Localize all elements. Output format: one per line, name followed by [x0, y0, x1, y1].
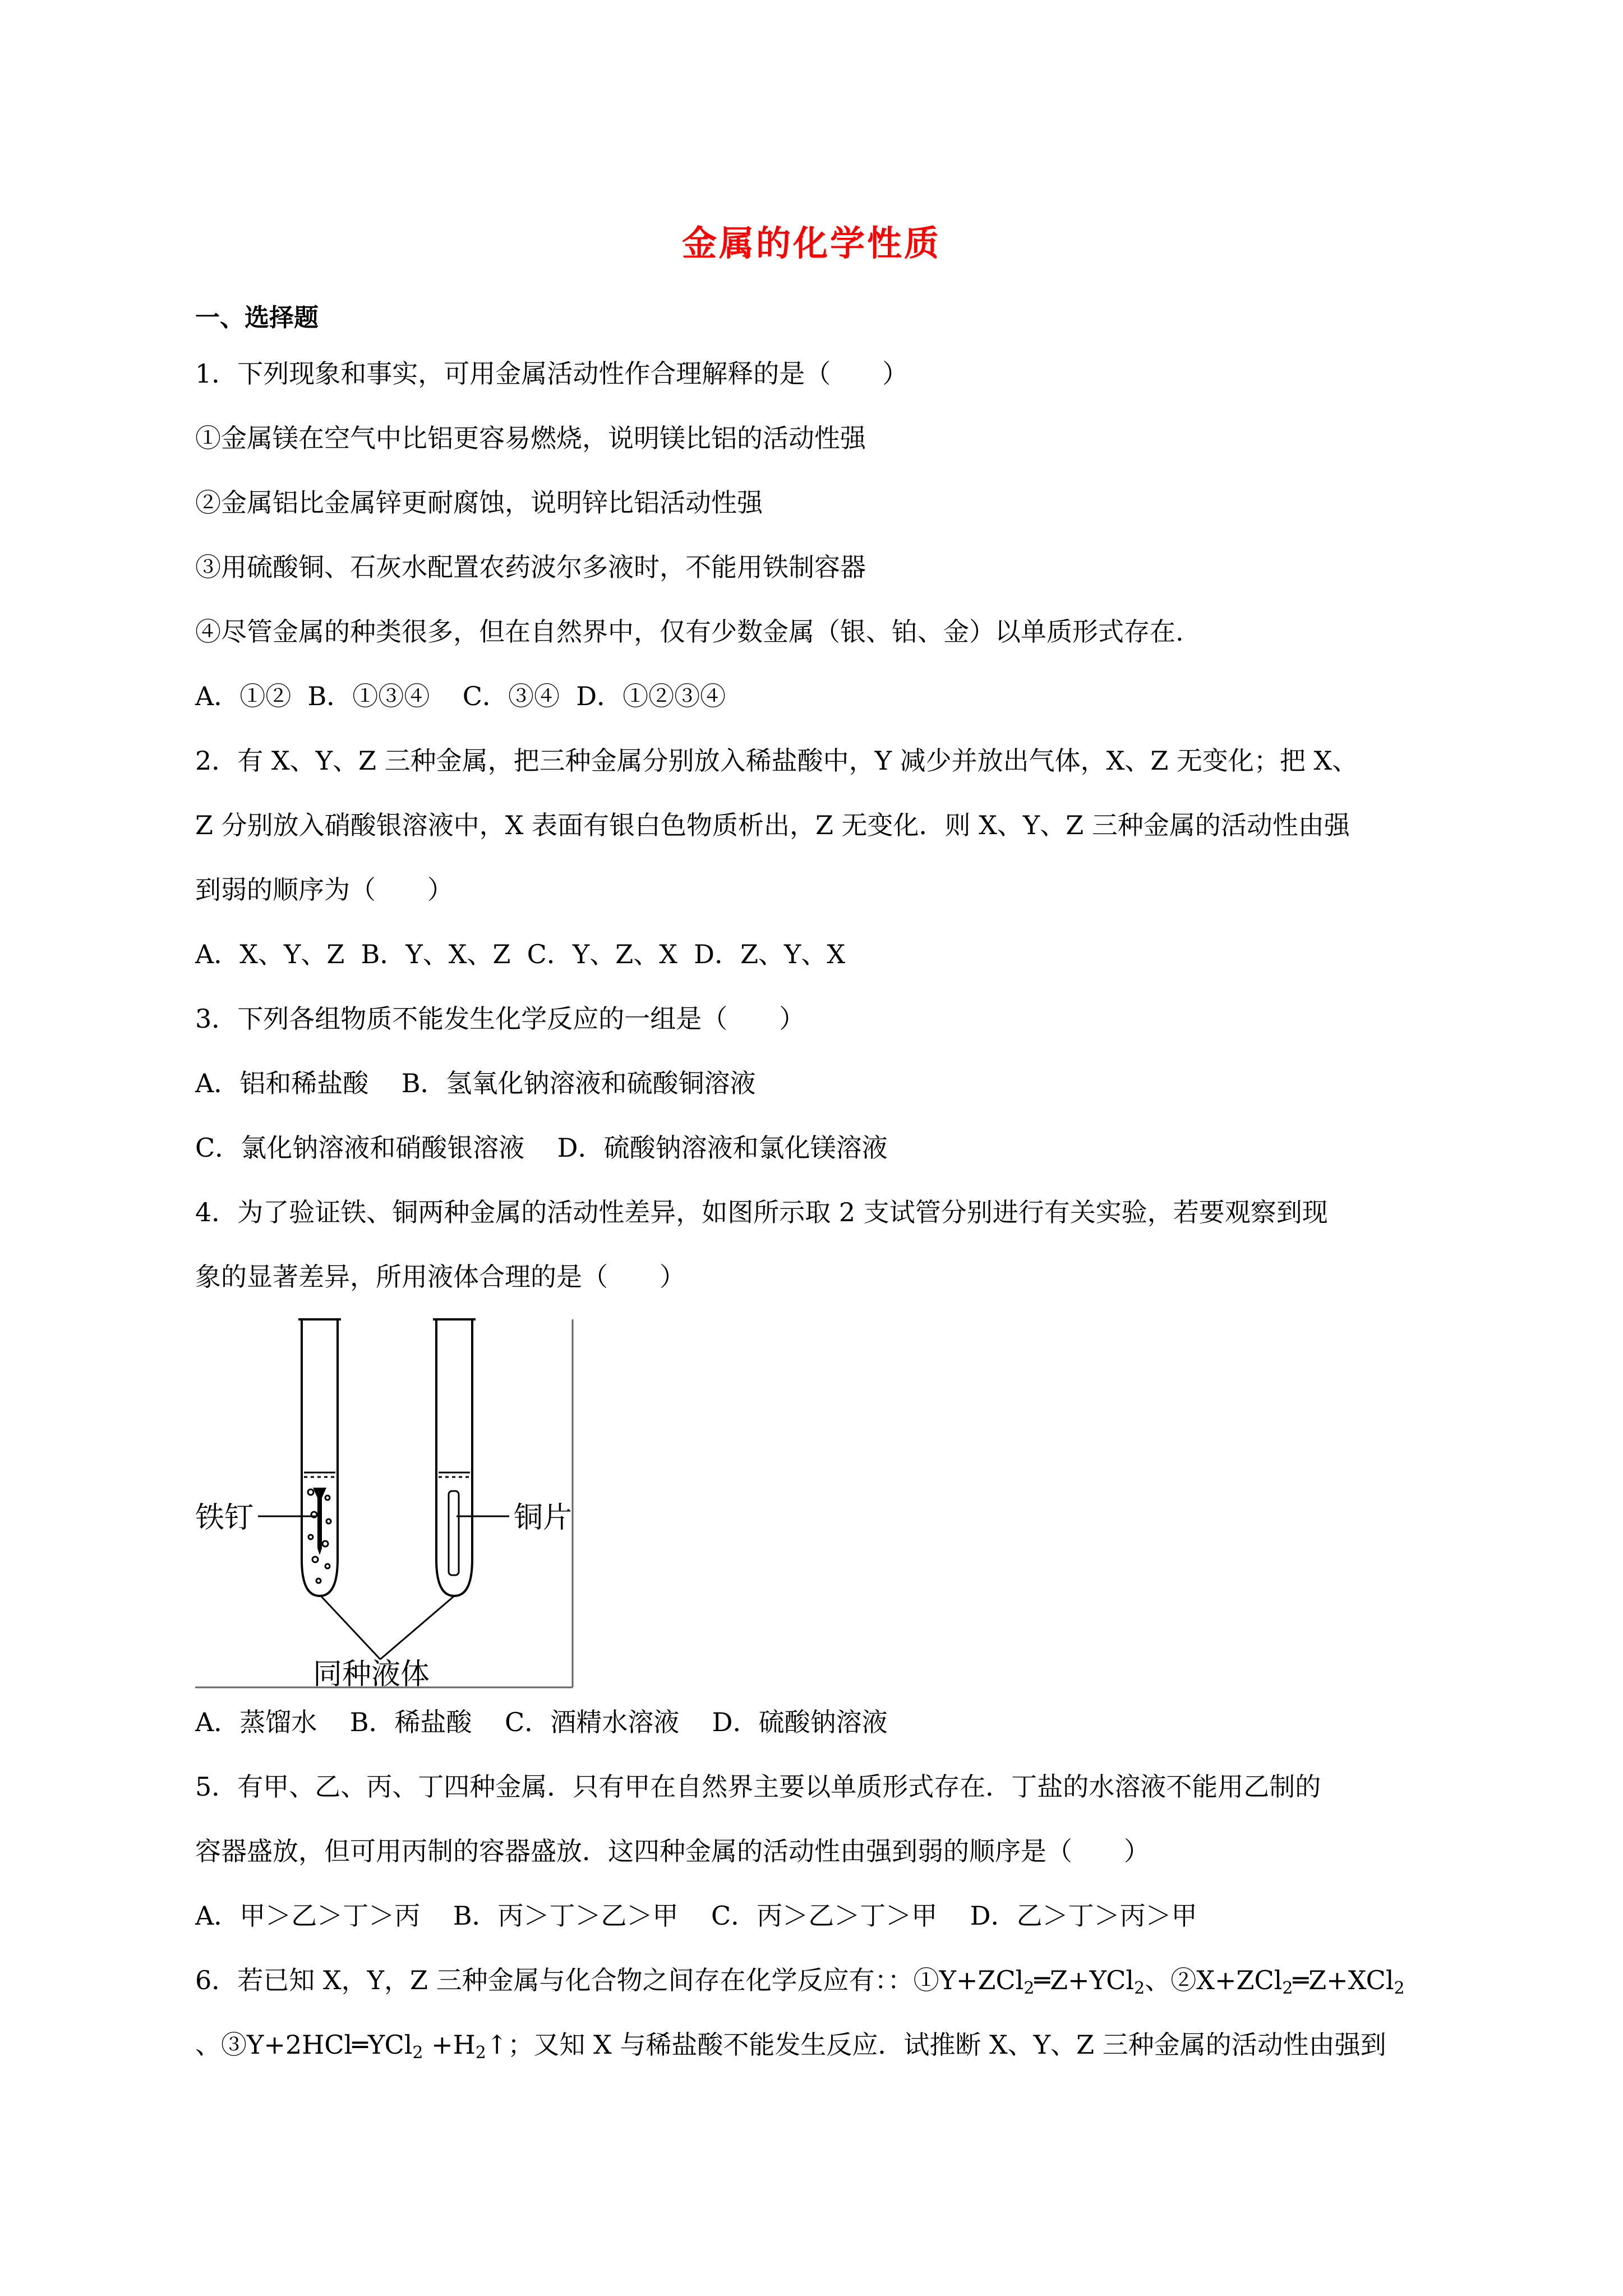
q6-line-1 — [195, 1963, 1405, 2005]
q2-line-3: 到弱的顺序为（ ） — [195, 875, 453, 905]
q3-options-ab: A．铝和稀盐酸 B．氢氧化钠溶液和硫酸铜溶液 — [195, 1068, 756, 1098]
q6-text-c: 、②X+ZCl — [1145, 1965, 1283, 1995]
page-title: 金属的化学性质 — [681, 223, 941, 264]
left-test-tube — [298, 1319, 341, 1596]
label-iron-nail: 铁钉 — [195, 1501, 254, 1535]
q6-sub: 2 — [1134, 1978, 1145, 1998]
q3-options-cd: C．氯化钠溶液和硝酸银溶液 D．硫酸钠溶液和氯化镁溶液 — [195, 1133, 888, 1163]
q2-options: A．X、Y、Z B．Y、X、Z C．Y、Z、X D．Z、Y、X — [195, 939, 846, 969]
q5-line-2: 容器盛放，但可用丙制的容器盛放．这四种金属的活动性由强到弱的顺序是（ ） — [195, 1836, 1150, 1866]
test-tube-figure — [195, 1313, 577, 1700]
q6-text-e: 、③Y+2HCl═YCl — [195, 2030, 413, 2060]
q6-text-a: 6．若已知 X，Y，Z 三种金属与化合物之间存在化学反应有：：①Y+ZCl — [195, 1965, 1024, 1995]
q6-text-b: ═Z+YCl — [1034, 1965, 1135, 1995]
q6-sub: 2 — [412, 2043, 423, 2063]
section-heading: 一、选择题 — [195, 303, 319, 332]
iron-nail — [313, 1488, 326, 1555]
q6-sub: 2 — [1023, 1978, 1035, 1998]
q4-options: A．蒸馏水 B．稀盐酸 C．酒精水溶液 D．硫酸钠溶液 — [195, 1707, 888, 1737]
q6-text-g: ↑；又知 X 与稀盐酸不能发生反应．试推断 X、Y、Z 三种金属的活动性由强到 — [486, 2030, 1386, 2060]
q6-line-2 — [195, 2028, 1386, 2070]
q2-line-2: Z 分别放入硝酸银溶液中，X 表面有银白色物质析出，Z 无变化．则 X、Y、Z 三种金属的活动性由强 — [195, 810, 1350, 840]
q1-options: A．①② B．①③④ C．③④ D．①②③④ — [195, 681, 726, 711]
label-copper-strip: 铜片 — [514, 1501, 573, 1535]
q1-stem: 1．下列现象和事实，可用金属活动性作合理解释的是（ ） — [195, 358, 909, 389]
right-test-tube — [433, 1319, 476, 1596]
q3-stem: 3．下列各组物质不能发生化学反应的一组是（ ） — [195, 1004, 805, 1034]
q6-sub: 2 — [475, 2043, 486, 2063]
q5-line-1: 5．有甲、乙、丙、丁四种金属．只有甲在自然界主要以单质形式存在．丁盐的水溶液不能用乙制的 — [195, 1772, 1321, 1802]
copper-strip — [449, 1491, 459, 1575]
q4-line-2: 象的显著差异，所用液体合理的是（ ） — [195, 1262, 685, 1292]
q1-item-4: ④尽管金属的种类很多，但在自然界中，仅有少数金属（银、铂、金）以单质形式存在. — [195, 616, 1184, 647]
q6-sub: 2 — [1394, 1978, 1405, 1998]
q1-item-3: ③用硫酸铜、石灰水配置农药波尔多液时，不能用铁制容器 — [195, 552, 866, 582]
label-same-liquid: 同种液体 — [313, 1658, 430, 1691]
q6-sub: 2 — [1282, 1978, 1293, 1998]
q2-line-1: 2．有 X、Y、Z 三种金属，把三种金属分别放入稀盐酸中，Y 减少并放出气体，X、Z 无变化；把 X、 — [195, 746, 1358, 776]
q4-line-1: 4．为了验证铁、铜两种金属的活动性差异，如图所示取 2 支试管分别进行有关实验，若要观察到现 — [195, 1197, 1328, 1227]
q1-item-2: ②金属铝比金属锌更耐腐蚀，说明锌比铝活动性强 — [195, 487, 763, 518]
q5-options: A．甲＞乙＞丁＞丙 B．丙＞丁＞乙＞甲 C．丙＞乙＞丁＞甲 D．乙＞丁＞丙＞甲 — [195, 1901, 1197, 1931]
q6-text-d: ═Z+XCl — [1293, 1965, 1394, 1995]
q1-item-1: ①金属镁在空气中比铝更容易燃烧，说明镁比铝的活动性强 — [195, 423, 866, 453]
q6-text-f: +H — [423, 2030, 476, 2060]
